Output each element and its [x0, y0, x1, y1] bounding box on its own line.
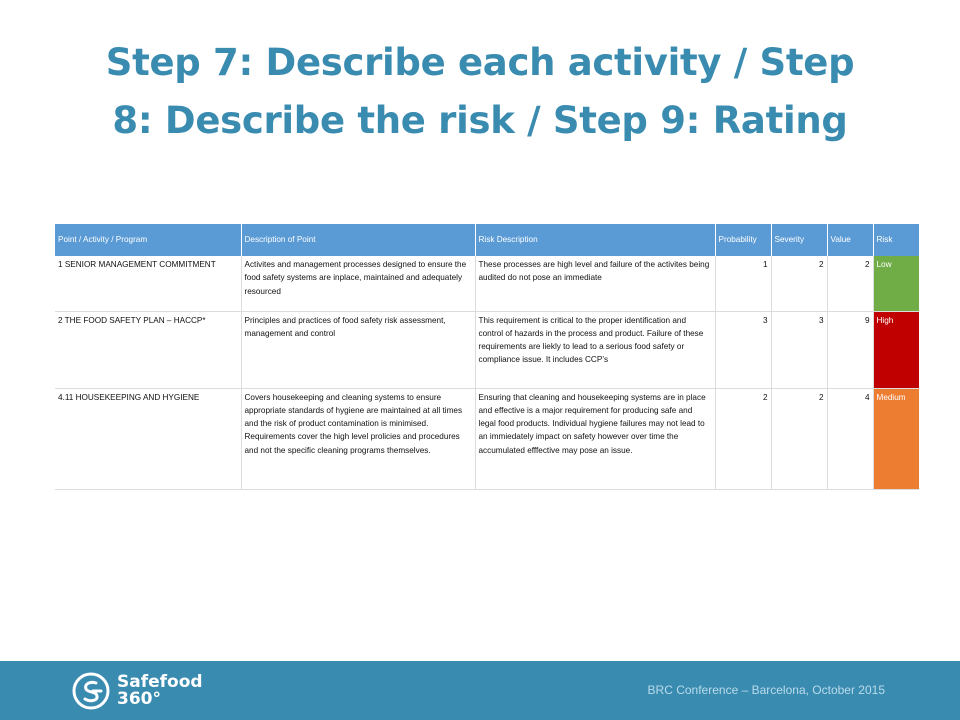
cell-description: Covers housekeeping and cleaning systems to ensure appropriate standards of hygiene are maintained at all times and the risk of product contamination is minimised. Requirements cover the high level prolicies and procedures and not the specific cleaning programs themselves.: [241, 388, 475, 489]
header-point-activity-program: Point / Activity / Program: [55, 224, 241, 256]
header-severity: Severity: [771, 224, 827, 256]
cell-risk-description: This requirement is critical to the proper identification and control of hazards in the process and product. Failure of these requirements are liekly to lead to a serious food safety or compliance issue. It includes CCP’s: [475, 311, 715, 388]
table-header-row: [55, 224, 919, 256]
slide-title-line-1: Step 7: Describe each activity / Step: [105, 41, 855, 84]
cell-point: 2 THE FOOD SAFETY PLAN – HACCP*: [55, 311, 241, 388]
header-description-of-point: Description of Point: [241, 224, 475, 256]
cell-description: Principles and practices of food safety risk assessment, management and control: [241, 311, 475, 388]
brand-wordmark: [117, 674, 203, 708]
cell-point: 4.11 HOUSEKEEPING AND HYGIENE: [55, 388, 241, 489]
header-value: Value: [827, 224, 873, 256]
cell-point: 1 SENIOR MANAGEMENT COMMITMENT: [55, 256, 241, 311]
cell-severity: 2: [771, 388, 827, 489]
cell-risk-description: Ensuring that cleaning and housekeeping systems are in place and effective is a major requirement for producing safe and legal food products. Individual hygiene failures may not lead to an immiedately impact on safety however over time the accumulated efffective may pose an issue.: [475, 388, 715, 489]
brand-name: Safefood: [117, 672, 203, 692]
header-risk: Risk: [873, 224, 919, 256]
safefood-logo-icon: [72, 672, 110, 710]
footer-bar: [0, 661, 960, 720]
cell-risk-description: These processes are high level and failure of the activites being audited do not pose an immediate: [475, 256, 715, 311]
risk-rating-table: [55, 224, 920, 490]
cell-description: Activites and management processes designed to ensure the food safety systems are inplace, maintained and adequately resourced: [241, 256, 475, 311]
slide-title: [40, 34, 920, 150]
cell-value: 4: [827, 388, 873, 489]
table-row: [55, 311, 919, 388]
slide-title-line-2: 8: Describe the risk / Step 9: Rating: [112, 99, 848, 142]
cell-severity: 3: [771, 311, 827, 388]
cell-risk-rating: Low: [873, 256, 919, 311]
cell-probability: 1: [715, 256, 771, 311]
table-row: [55, 388, 919, 489]
cell-severity: 2: [771, 256, 827, 311]
cell-value: 2: [827, 256, 873, 311]
cell-probability: 2: [715, 388, 771, 489]
cell-probability: 3: [715, 311, 771, 388]
cell-risk-rating: High: [873, 311, 919, 388]
conference-caption: BRC Conference – Barcelona, October 2015: [647, 683, 885, 697]
brand-suffix: 360°: [117, 689, 161, 709]
table-row: [55, 256, 919, 311]
cell-risk-rating: Medium: [873, 388, 919, 489]
header-risk-description: Risk Description: [475, 224, 715, 256]
cell-value: 9: [827, 311, 873, 388]
header-probability: Probability: [715, 224, 771, 256]
